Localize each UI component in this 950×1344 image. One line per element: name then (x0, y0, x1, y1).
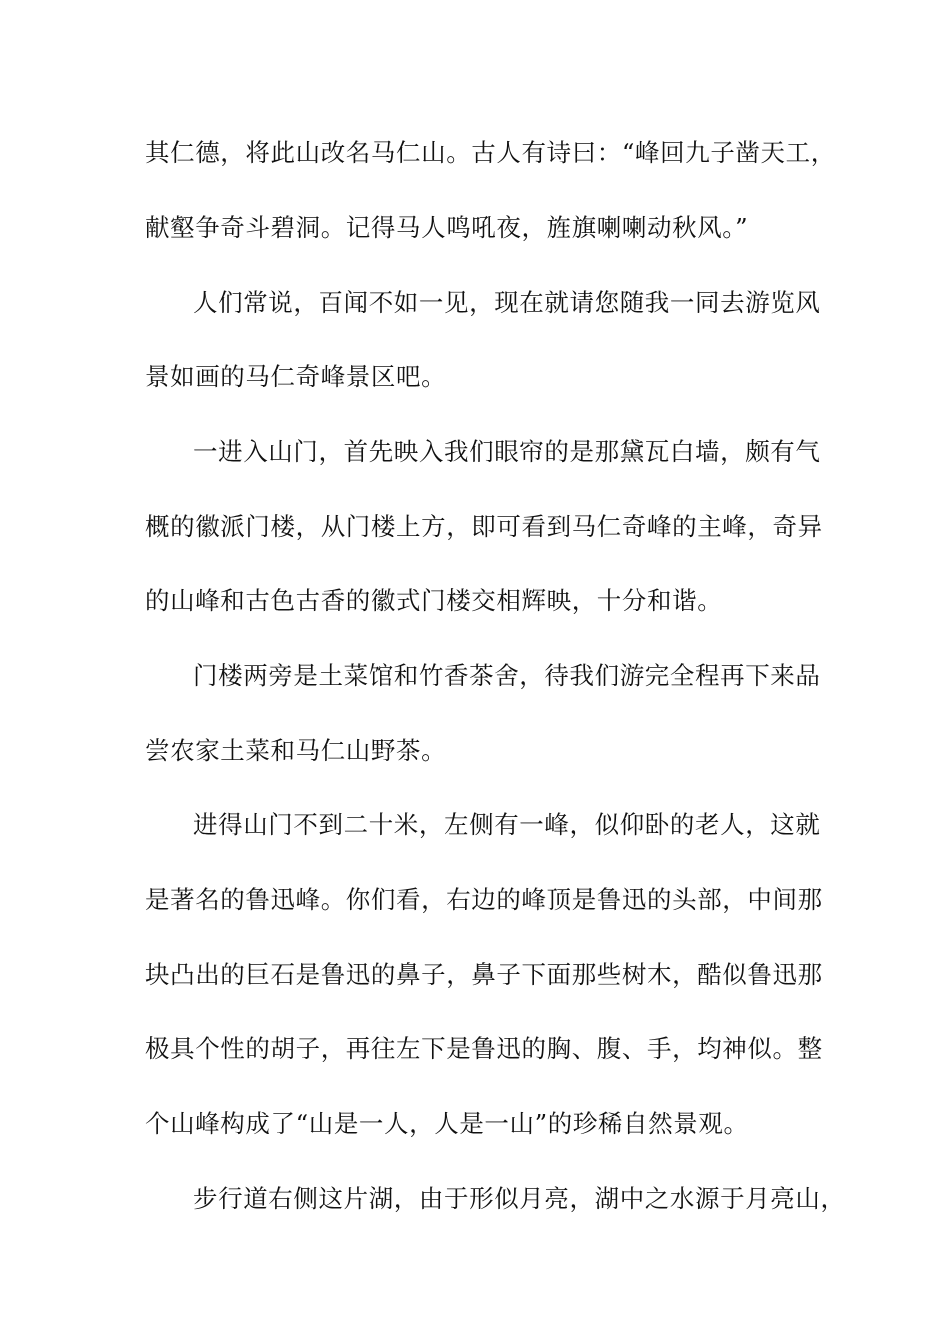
text-line-14: 个山峰构成了“山是一人，人是一山”的珍稀自然景观。 (145, 1109, 749, 1138)
text-line-6: 概的徽派门楼，从门楼上方，即可看到马仁奇峰的主峰，奇异 (145, 512, 823, 541)
text-line-3: 人们常说，百闻不如一见，现在就请您随我一同去游览风 (193, 288, 821, 317)
text-line-4: 景如画的马仁奇峰景区吧。 (145, 362, 447, 391)
text-line-1: 其仁德，将此山改名马仁山。古人有诗曰：“峰回九子凿天工， (145, 138, 836, 167)
text-line-11: 是著名的鲁迅峰。你们看，右边的峰顶是鲁迅的头部，中间那 (145, 885, 823, 914)
text-line-8: 门楼两旁是土菜馆和竹香茶舍，待我们游完全程再下来品 (193, 661, 821, 690)
text-line-9: 尝农家土菜和马仁山野茶。 (145, 736, 447, 765)
text-line-2: 献壑争奇斗碧洞。记得马人鸣吼夜，旌旗喇喇动秋风。” (145, 213, 749, 242)
text-line-10: 进得山门不到二十米，左侧有一峰，似仰卧的老人，这就 (193, 810, 821, 839)
text-line-5: 一进入山门，首先映入我们眼帘的是那黛瓦白墙，颇有气 (193, 437, 821, 466)
text-line-13: 极具个性的胡子，再往左下是鲁迅的胸、腹、手，均神似。整 (145, 1034, 823, 1063)
text-line-15: 步行道右侧这片湖，由于形似月亮，湖中之水源于月亮山， (193, 1184, 846, 1213)
text-line-12: 块凸出的巨石是鲁迅的鼻子，鼻子下面那些树木，酷似鲁迅那 (145, 960, 823, 989)
text-line-7: 的山峰和古色古香的徽式门楼交相辉映，十分和谐。 (145, 586, 723, 615)
